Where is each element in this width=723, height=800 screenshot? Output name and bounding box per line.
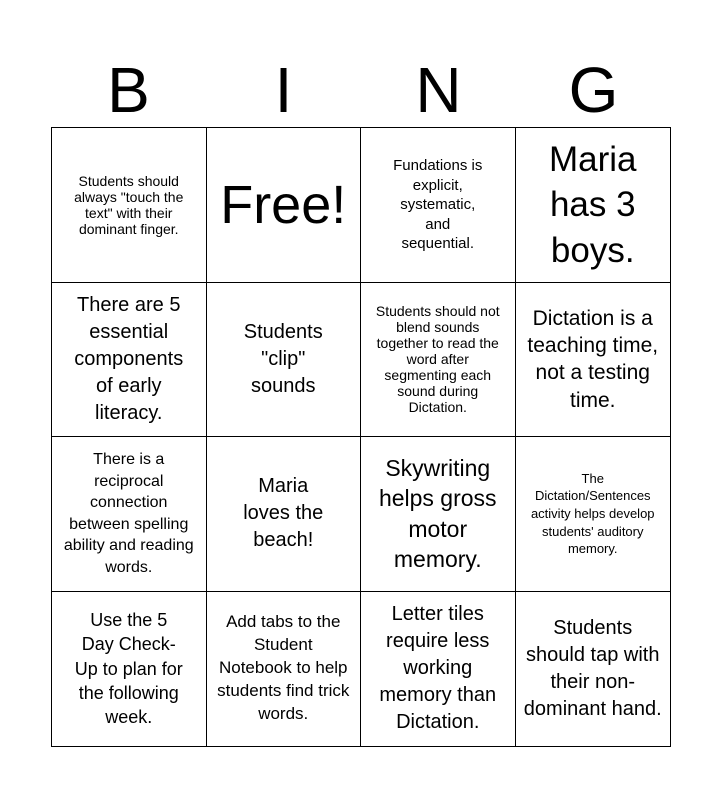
cell-text: Students "clip" sounds xyxy=(243,320,323,397)
header-letter-i: I xyxy=(274,54,293,126)
cell-text: Fundations is explicit, systematic, and sequential. xyxy=(393,157,483,252)
bingo-cell[interactable] xyxy=(52,592,207,747)
cell-text: Maria has 3 boys. xyxy=(548,139,637,270)
cell-text: Skywriting helps gross motor memory. xyxy=(378,455,497,573)
bingo-cell[interactable] xyxy=(207,283,362,438)
bingo-cell-free[interactable] xyxy=(207,128,362,283)
cell-text: There are 5 essential components of early literacy. xyxy=(74,293,184,424)
header-letter-b: B xyxy=(107,54,150,126)
bingo-cell[interactable] xyxy=(361,283,516,438)
bingo-cell[interactable] xyxy=(516,437,671,592)
bingo-cell[interactable] xyxy=(516,592,671,747)
bingo-cell[interactable] xyxy=(516,283,671,438)
header-letter-n: N xyxy=(415,54,462,126)
cell-text: Use the 5 Day Check-Up to plan for the following week. xyxy=(74,610,183,728)
bingo-cell[interactable] xyxy=(516,128,671,283)
bingo-cell[interactable] xyxy=(52,283,207,438)
cell-text: Maria loves the beach! xyxy=(243,475,324,552)
bingo-cell[interactable] xyxy=(52,128,207,283)
bingo-grid xyxy=(51,127,671,747)
bingo-cell[interactable] xyxy=(361,592,516,747)
bingo-cell[interactable] xyxy=(207,437,362,592)
bingo-header xyxy=(51,52,671,128)
cell-text: Students should not blend sounds together to read the word after segmenting each sound during Dictation. xyxy=(375,302,500,416)
cell-text: There is a reciprocal connection between spelling ability and reading words. xyxy=(63,450,194,576)
bingo-cell[interactable] xyxy=(207,592,362,747)
bingo-cell[interactable] xyxy=(52,437,207,592)
cell-text: Letter tiles require less working memory than Dictation. xyxy=(379,603,497,734)
cell-text: Add tabs to the Student Notebook to help students find trick words. xyxy=(217,612,350,724)
bingo-cell[interactable] xyxy=(361,437,516,592)
header-letter-g: G xyxy=(568,54,619,126)
cell-text: Students should tap with their non-dominant hand. xyxy=(523,616,662,720)
cell-text: Free! xyxy=(220,174,347,235)
bingo-cell[interactable] xyxy=(361,128,516,283)
cell-text: Dictation is a teaching time, not a testing time. xyxy=(527,306,659,412)
cell-text: The Dictation/Sentences activity helps develop students' auditory memory. xyxy=(530,470,655,557)
cell-text: Students should always "touch the text" with their dominant finger. xyxy=(74,172,184,237)
